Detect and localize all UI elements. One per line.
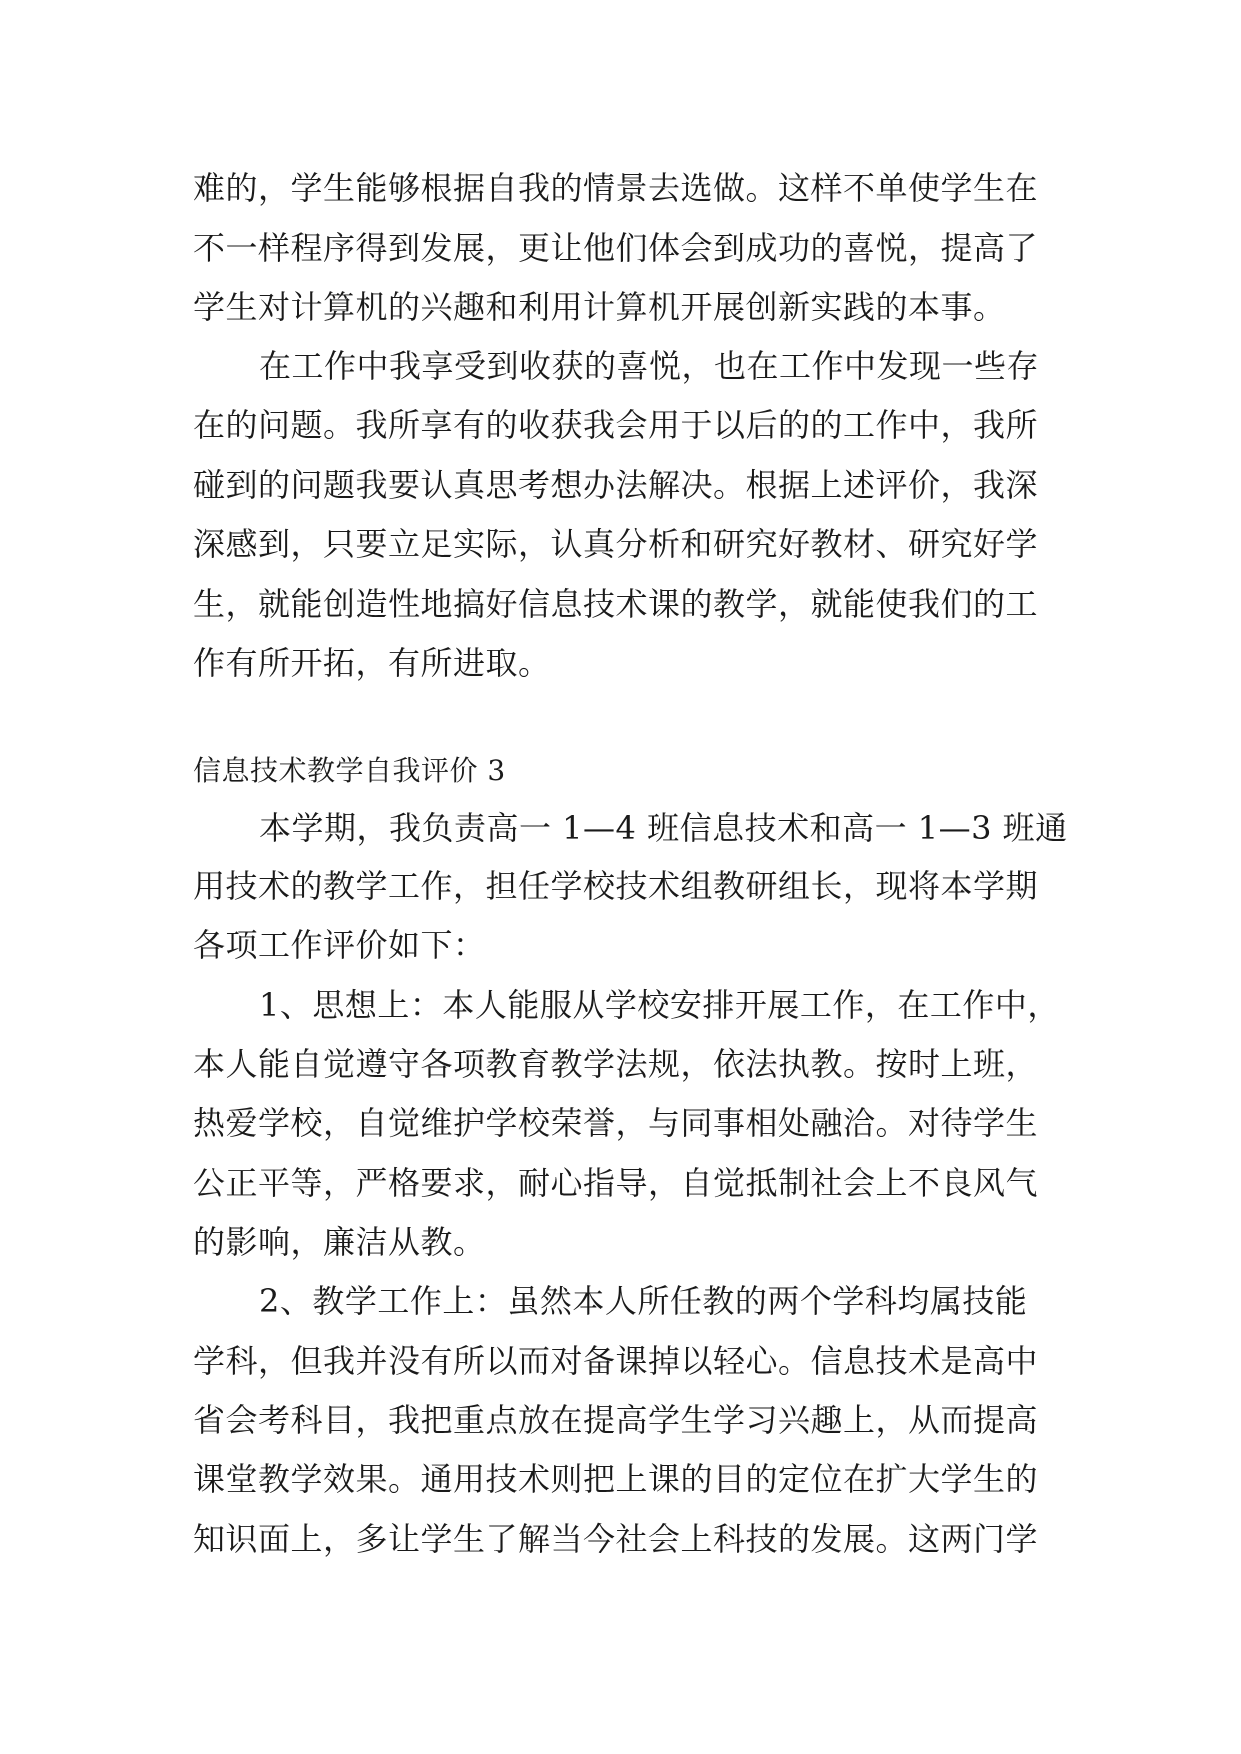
text-line: 生，就能创造性地搞好信息技术课的教学，就能使我们的工 xyxy=(193,585,1039,623)
text-line: 深感到，只要立足实际，认真分析和研究好教材、研究好学 xyxy=(193,525,1039,563)
text-line: 学生对计算机的兴趣和利用计算机开展创新实践的本事。 xyxy=(193,288,1006,326)
text-line: 热爱学校，自觉维护学校荣誉，与同事相处融洽。对待学生 xyxy=(193,1104,1039,1142)
paragraph-first-line: 本学期，我负责高一 1—4 班信息技术和高一 1—3 班通 xyxy=(259,809,1068,847)
text-line: 公正平等，严格要求，耐心指导，自觉抵制社会上不良风气 xyxy=(193,1164,1039,1202)
text-line: 学科，但我并没有所以而对备课掉以轻心。信息技术是高中 xyxy=(193,1342,1039,1380)
text-line: 不一样程序得到发展，更让他们体会到成功的喜悦，提高了 xyxy=(193,229,1039,267)
section-heading: 信息技术教学自我评价 3 xyxy=(193,754,506,787)
text-line: 用技术的教学工作，担任学校技术组教研组长，现将本学期 xyxy=(193,867,1039,905)
text-line: 课堂教学效果。通用技术则把上课的目的定位在扩大学生的 xyxy=(193,1460,1039,1498)
text-line: 碰到的问题我要认真思考想办法解决。根据上述评价，我深 xyxy=(193,466,1039,504)
text-line: 省会考科目，我把重点放在提高学生学习兴趣上，从而提高 xyxy=(193,1401,1039,1439)
text-line: 难的，学生能够根据自我的情景去选做。这样不单使学生在 xyxy=(193,169,1039,207)
text-line: 作有所开拓，有所进取。 xyxy=(193,644,551,682)
paragraph-first-line: 1、思想上：本人能服从学校安排开展工作，在工作中， xyxy=(259,986,1060,1024)
text-line: 本人能自觉遵守各项教育教学法规，依法执教。按时上班， xyxy=(193,1045,1039,1083)
text-line: 在的问题。我所享有的收获我会用于以后的的工作中，我所 xyxy=(193,406,1039,444)
paragraph-first-line: 在工作中我享受到收获的喜悦，也在工作中发现一些存 xyxy=(259,347,1040,385)
text-line: 知识面上，多让学生了解当今社会上科技的发展。这两门学 xyxy=(193,1520,1039,1558)
paragraph-first-line: 2、教学工作上：虽然本人所任教的两个学科均属技能 xyxy=(259,1282,1028,1320)
text-line: 各项工作评价如下： xyxy=(193,926,486,964)
text-line: 的影响，廉洁从教。 xyxy=(193,1223,486,1261)
